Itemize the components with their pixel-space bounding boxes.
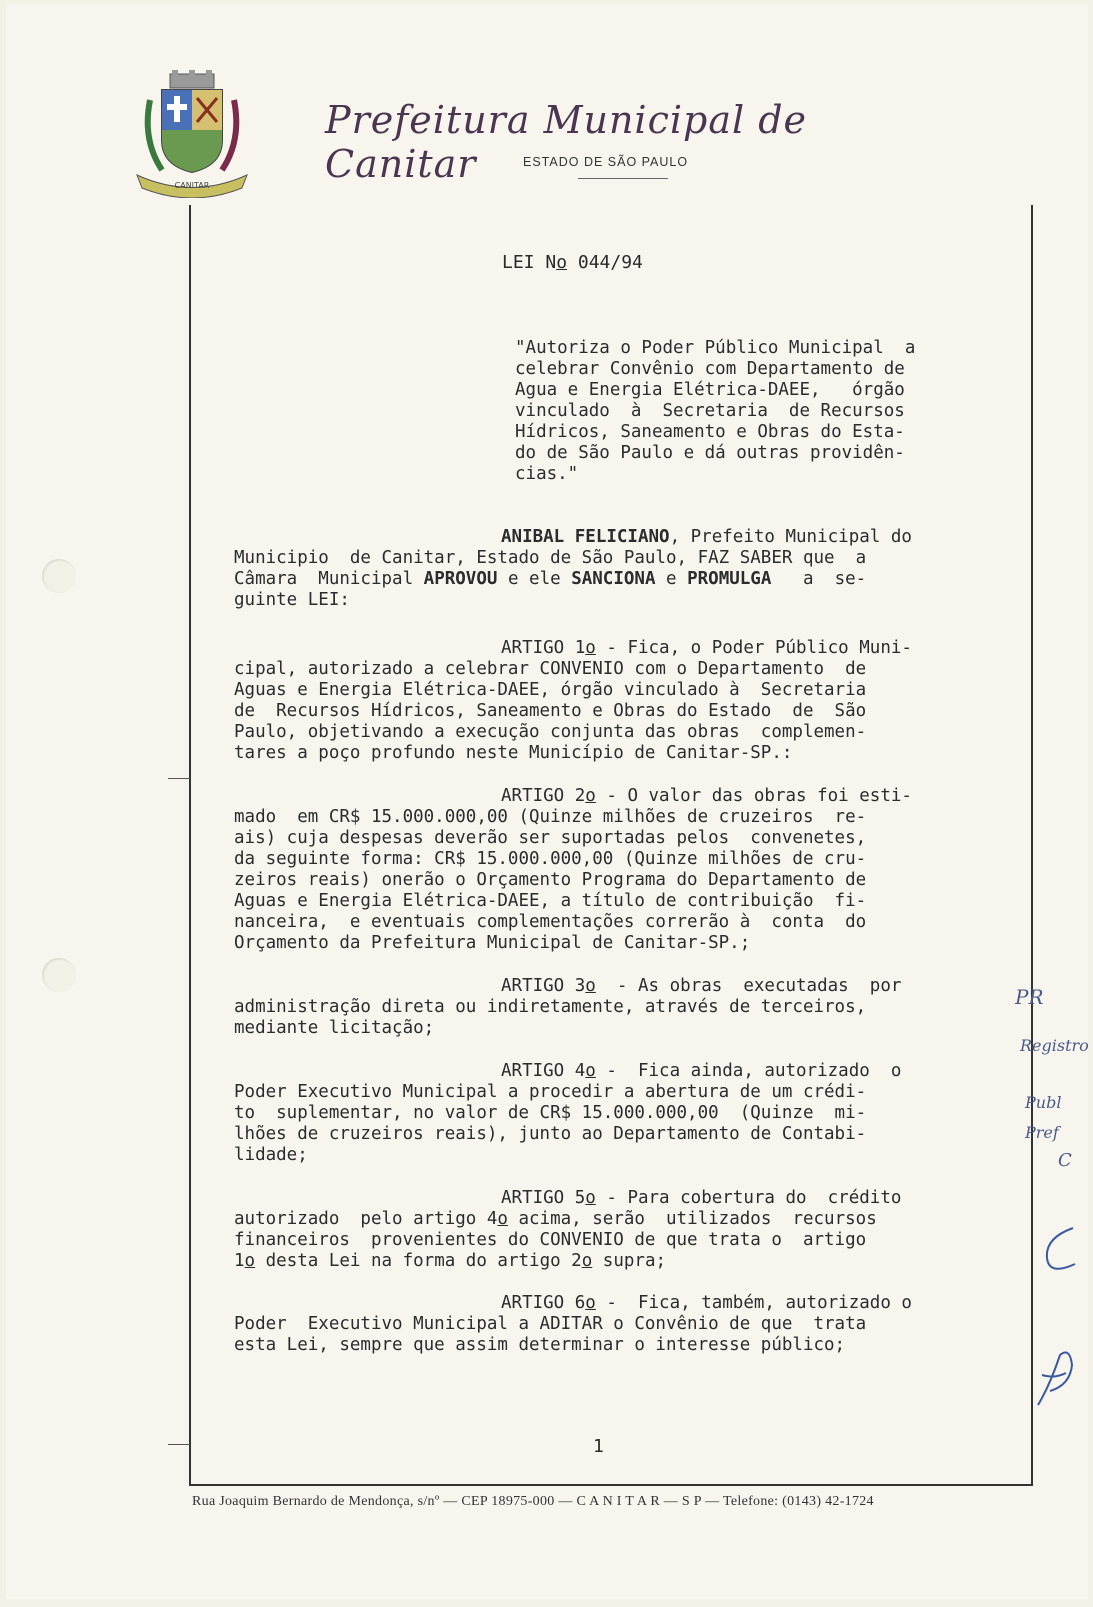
page-number: 1 — [593, 1436, 604, 1457]
article-6: ARTIGO 6o - Fica, também, autorizado o Poder Executivo Municipal a ADITAR o Convênio de que trata esta Lei, sempre que assim determinar o interesse público; — [234, 1293, 912, 1355]
article-4: ARTIGO 4o - Fica ainda, autorizado o Poder Executivo Municipal a procedir a abertura de um crédi- to suplementar, no valor de CR$ 15.000.000,00 (Quinze mi- lhões de cruzeiros reais), junto ao Departamento de Contabi- lidade; — [234, 1061, 902, 1165]
letterhead-state: ESTADO DE SÃO PAULO — [523, 155, 689, 169]
article-2: ARTIGO 2o - O valor das obras foi esti- mado em CR$ 15.000.000,00 (Quinze milhões de cruzeiros re- ais) cuja despesas deverão ser suportadas pelos convenetes, da seguinte forma: CR$ 15.000.000,00 (Quinze milhões de cru- zeiros reais) onerão o Orçamento Programa do Departamento de Aguas e Energia Elétrica-DAEE, a título de contribuição fi- nanceira, e eventuais complementações correrão à conta do Orçamento da Prefeitura Municipal de Canitar-SP.; — [234, 786, 912, 953]
law-summary: "Autoriza o Poder Público Municipal a celebrar Convênio com Departamento de Agua e Energia Elétrica-DAEE, órgão vinculado à Secretaria de Recursos Hídricos, Saneamento e Obras do Esta- do de São Paulo e dá outras providên- cias." — [515, 338, 916, 484]
margin-stamp-text: Registro — [1020, 1036, 1089, 1055]
margin-tick — [168, 1444, 190, 1445]
svg-text:CANITAR: CANITAR — [174, 181, 210, 190]
frame-left-rule — [189, 205, 191, 1485]
margin-stamp-text: C — [1058, 1150, 1072, 1171]
letterhead-title: Prefeitura Municipal de Canitar — [325, 98, 808, 186]
municipal-crest-icon — [132, 70, 252, 198]
frame-right-rule — [1031, 205, 1033, 1485]
margin-stamp-text: PR — [1015, 985, 1044, 1009]
punch-hole — [42, 559, 76, 593]
law-number: LEI No 044/94 — [502, 252, 643, 273]
margin-tick — [168, 778, 190, 779]
letterhead-divider — [578, 178, 668, 179]
handwritten-rubric-signature — [1030, 1345, 1080, 1415]
frame-bottom-rule — [189, 1484, 1033, 1486]
article-3: ARTIGO 3o - As obras executadas por administração direta ou indiretamente, através de terceiros, mediante licitação; — [234, 976, 902, 1038]
margin-stamp-text: Publ — [1025, 1093, 1062, 1112]
preamble: ANIBAL FELICIANO, Prefeito Municipal do Municipio de Canitar, Estado de São Paulo, FAZ SABER que a Câmara Municipal APROVOU e ele SANCIONA e PROMULGA a se- guinte LEI: — [234, 527, 912, 610]
letterhead-footer: Rua Joaquim Bernardo de Mendonça, s/nº — CEP 18975-000 — C A N I T A R — S P — Telefone: (0143) 42-1724 — [192, 1494, 874, 1509]
handwritten-initial-signature — [1035, 1220, 1085, 1280]
margin-stamp-text: Pref — [1025, 1123, 1059, 1142]
article-5: ARTIGO 5o - Para cobertura do crédito autorizado pelo artigo 4o acima, serão utilizados recursos financeiros provenientes do CONVENIO de que trata o artigo 1o desta Lei na forma do artigo 2o supra; — [234, 1188, 902, 1271]
article-1: ARTIGO 1o - Fica, o Poder Público Muni- cipal, autorizado a celebrar CONVENIO com o Departamento de Aguas e Energia Elétrica-DAEE, órgão vinculado à Secretaria de Recursos Hídricos, Saneamento e Obras do Estado de São Paulo, objetivando a execução conjunta das obras complemen- tares a poço profundo neste Município de Canitar-SP.: — [234, 638, 912, 763]
punch-hole — [42, 958, 76, 992]
